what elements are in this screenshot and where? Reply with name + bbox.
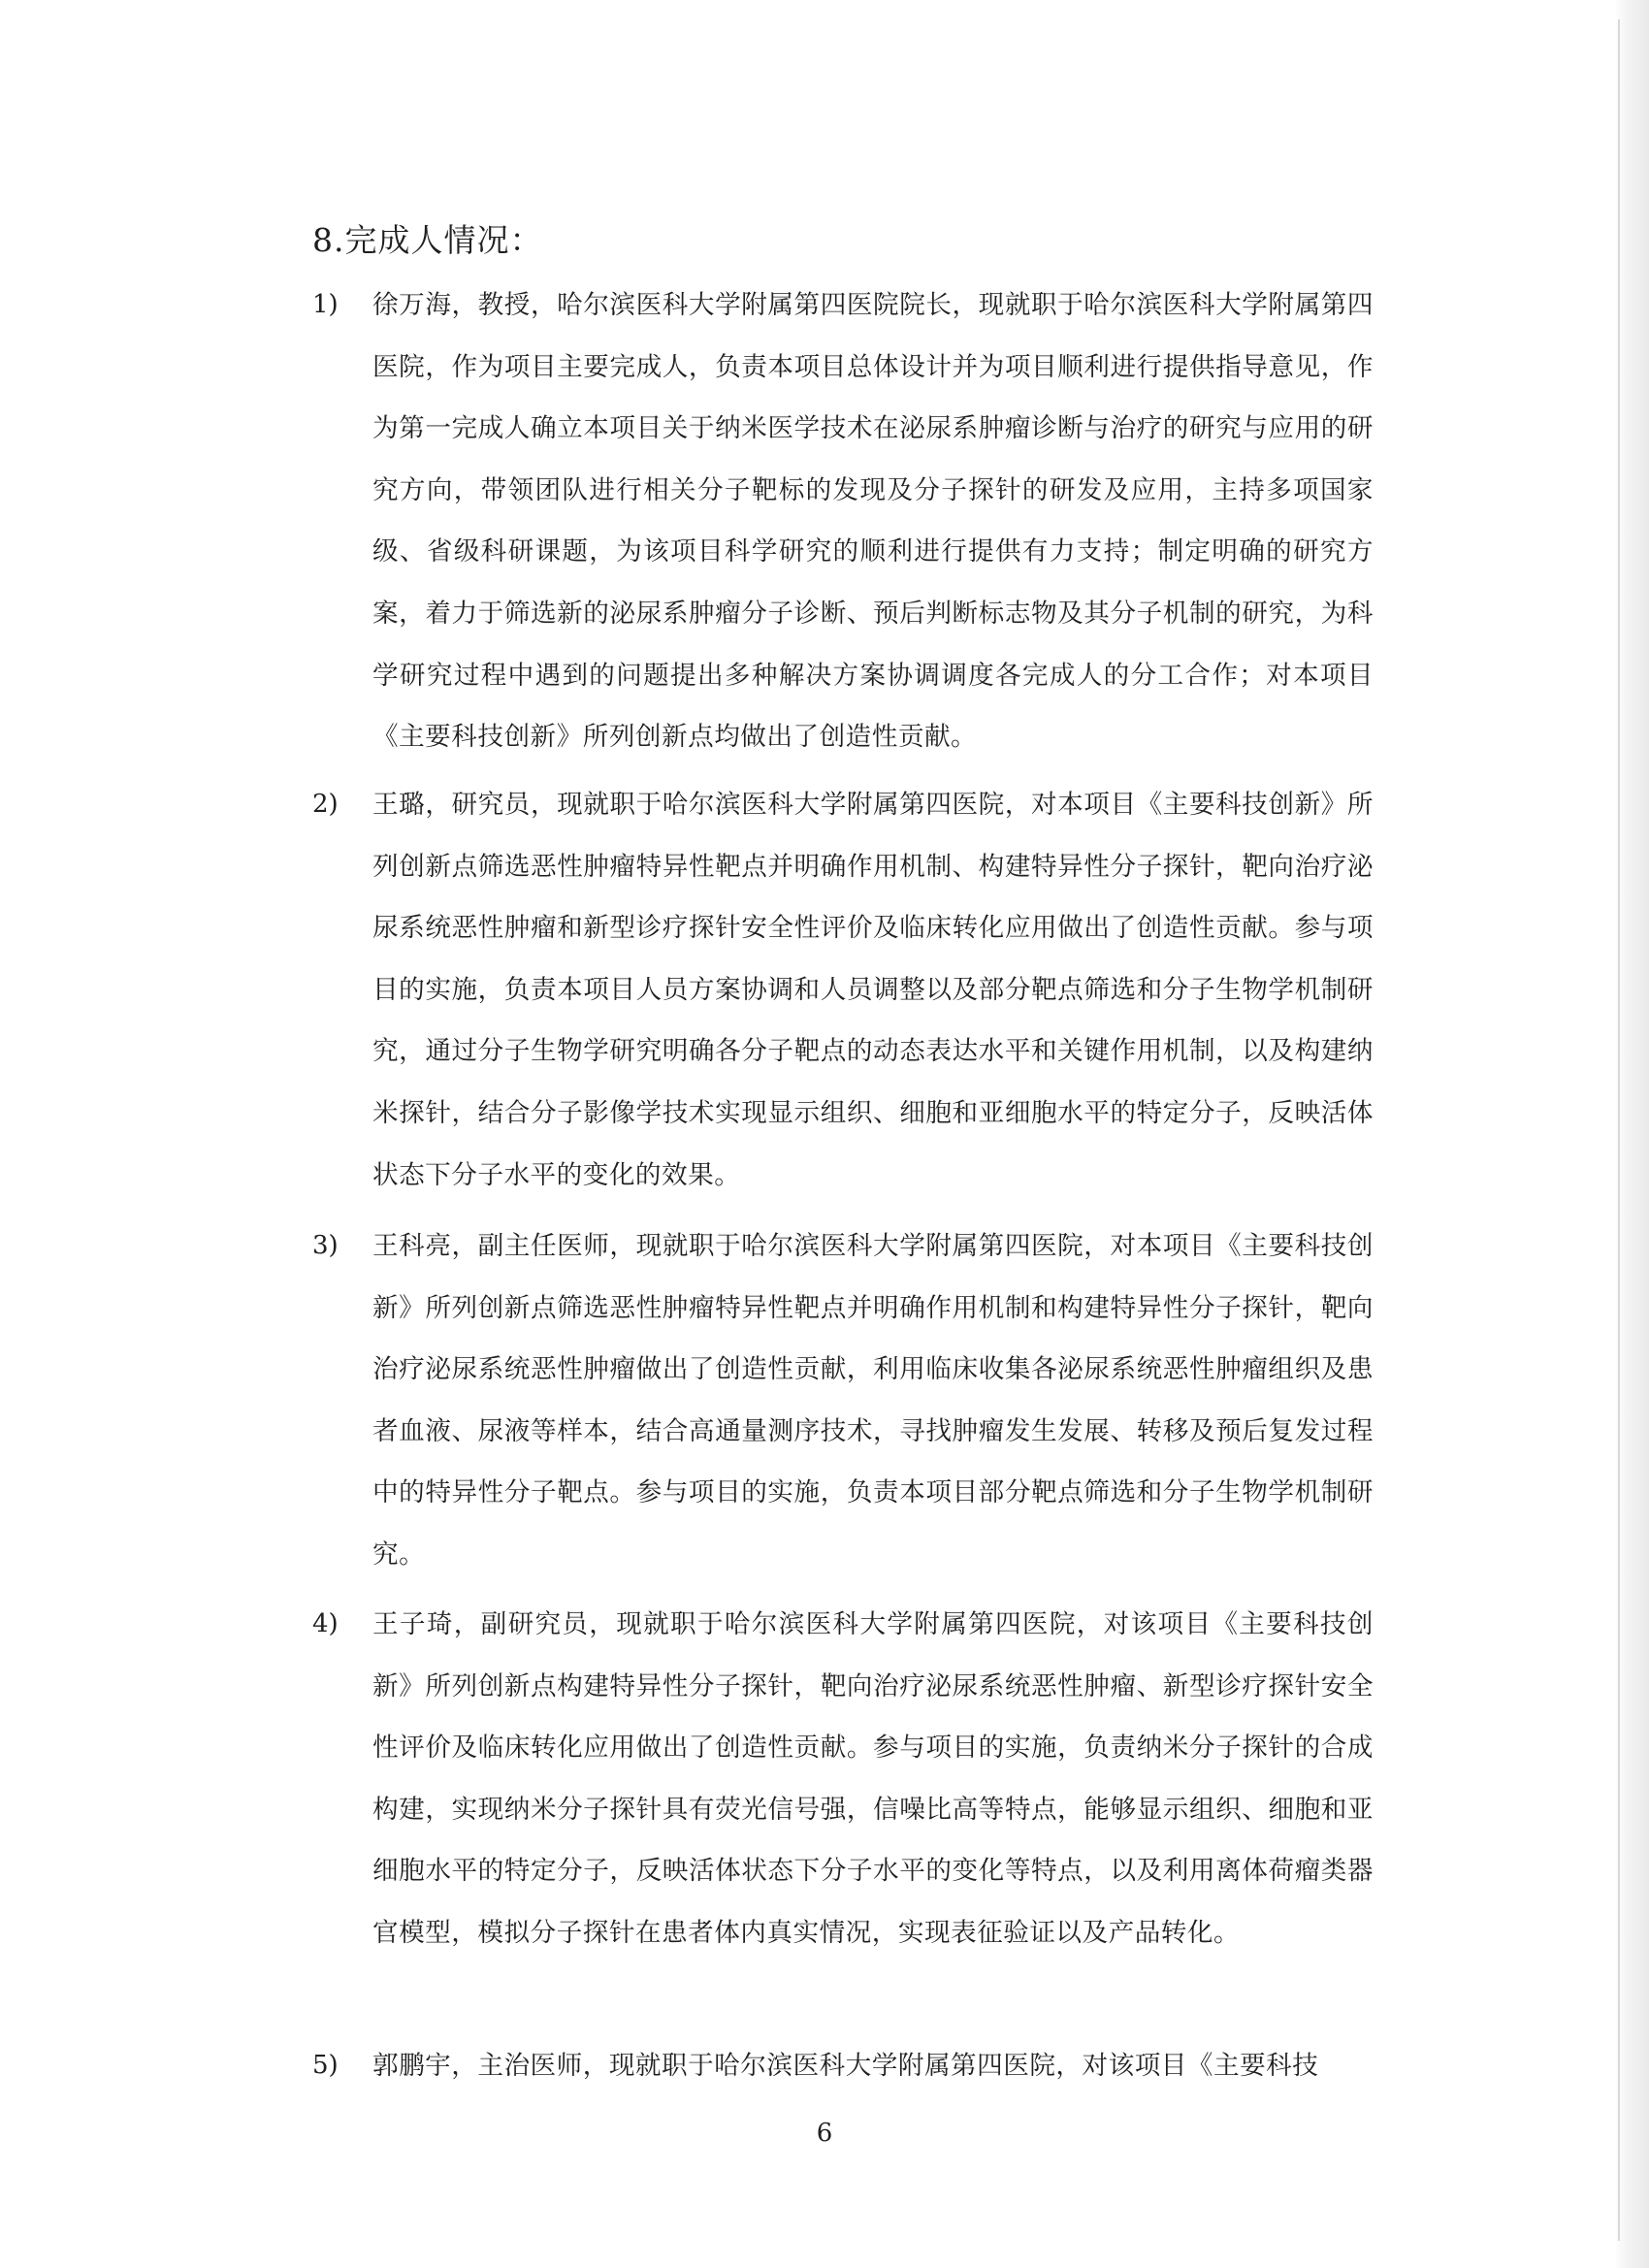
item-text: 郭鹏宇，主治医师，现就职于哈尔滨医科大学附属第四医院，对该项目《主要科技 <box>372 2051 1319 2081</box>
scan-edge-line <box>1618 19 1620 2241</box>
item-text: 王子琦，副研究员，现就职于哈尔滨医科大学附属第四医院，对该项目《主要科技创新》所列创新点构建特异性分子探针，靶向治疗泌尿系统恶性肿瘤、新型诊疗探针安全性评价及临床转化应用做出了创造性贡献。参与项目的实施，负责纳米分子探针的合成构建，实现纳米分子探针具有荧光信号强，信噪比高等特点，能够显示组织、细胞和亚细胞水平的特定分子，反映活体状态下分子水平的变化等特点，以及利用离体荷瘤类器官模型，模拟分子探针在患者体内真实情况，实现表征验证以及产品转化。 <box>372 1609 1374 1948</box>
item-text: 徐万海，教授，哈尔滨医科大学附属第四医院院长，现就职于哈尔滨医科大学附属第四医院，作为项目主要完成人，负责本项目总体设计并为项目顺利进行提供指导意见，作为第一完成人确立本项目关于纳米医学技术在泌尿系肿瘤诊断与治疗的研究与应用的研究方向，带领团队进行相关分子靶标的发现及分子探针的研发及应用，主持多项国家级、省级科研课题，为该项目科学研究的顺利进行提供有力支持；制定明确的研究方案，着力于筛选新的泌尿系肿瘤分子诊断、预后判断标志物及其分子机制的研究，为科学研究过程中遇到的问题提出多种解决方案协调调度各完成人的分工合作；对本项目《主要科技创新》所列创新点均做出了创造性贡献。 <box>372 290 1374 753</box>
item-number: 2) <box>312 790 339 819</box>
item-number: 4) <box>312 1609 339 1638</box>
section-title: 8.完成人情况： <box>312 221 543 259</box>
item-number: 3) <box>312 1231 339 1260</box>
page-number: 6 <box>816 2119 833 2148</box>
item-text: 王科亮，副主任医师，现就职于哈尔滨医科大学附属第四医院，对本项目《主要科技创新》所列创新点筛选恶性肿瘤特异性靶点并明确作用机制和构建特异性分子探针，靶向治疗泌尿系统恶性肿瘤做出了创造性贡献，利用临床收集各泌尿系统恶性肿瘤组织及患者血液、尿液等样本，结合高通量测序技术，寻找肿瘤发生发展、转移及预后复发过程中的特异性分子靶点。参与项目的实施，负责本项目部分靶点筛选和分子生物学机制研究。 <box>372 1231 1374 1570</box>
item-text: 王璐，研究员，现就职于哈尔滨医科大学附属第四医院，对本项目《主要科技创新》所列创新点筛选恶性肿瘤特异性靶点并明确作用机制、构建特异性分子探针，靶向治疗泌尿系统恶性肿瘤和新型诊疗探针安全性评价及临床转化应用做出了创造性贡献。参与项目的实施，负责本项目人员方案协调和人员调整以及部分靶点筛选和分子生物学机制研究，通过分子生物学研究明确各分子靶点的动态表达水平和关键作用机制，以及构建纳米探针，结合分子影像学技术实现显示组织、细胞和亚细胞水平的特定分子，反映活体状态下分子水平的变化的效果。 <box>372 790 1374 1190</box>
item-number: 1) <box>312 290 339 319</box>
item-number: 5) <box>312 2051 339 2080</box>
